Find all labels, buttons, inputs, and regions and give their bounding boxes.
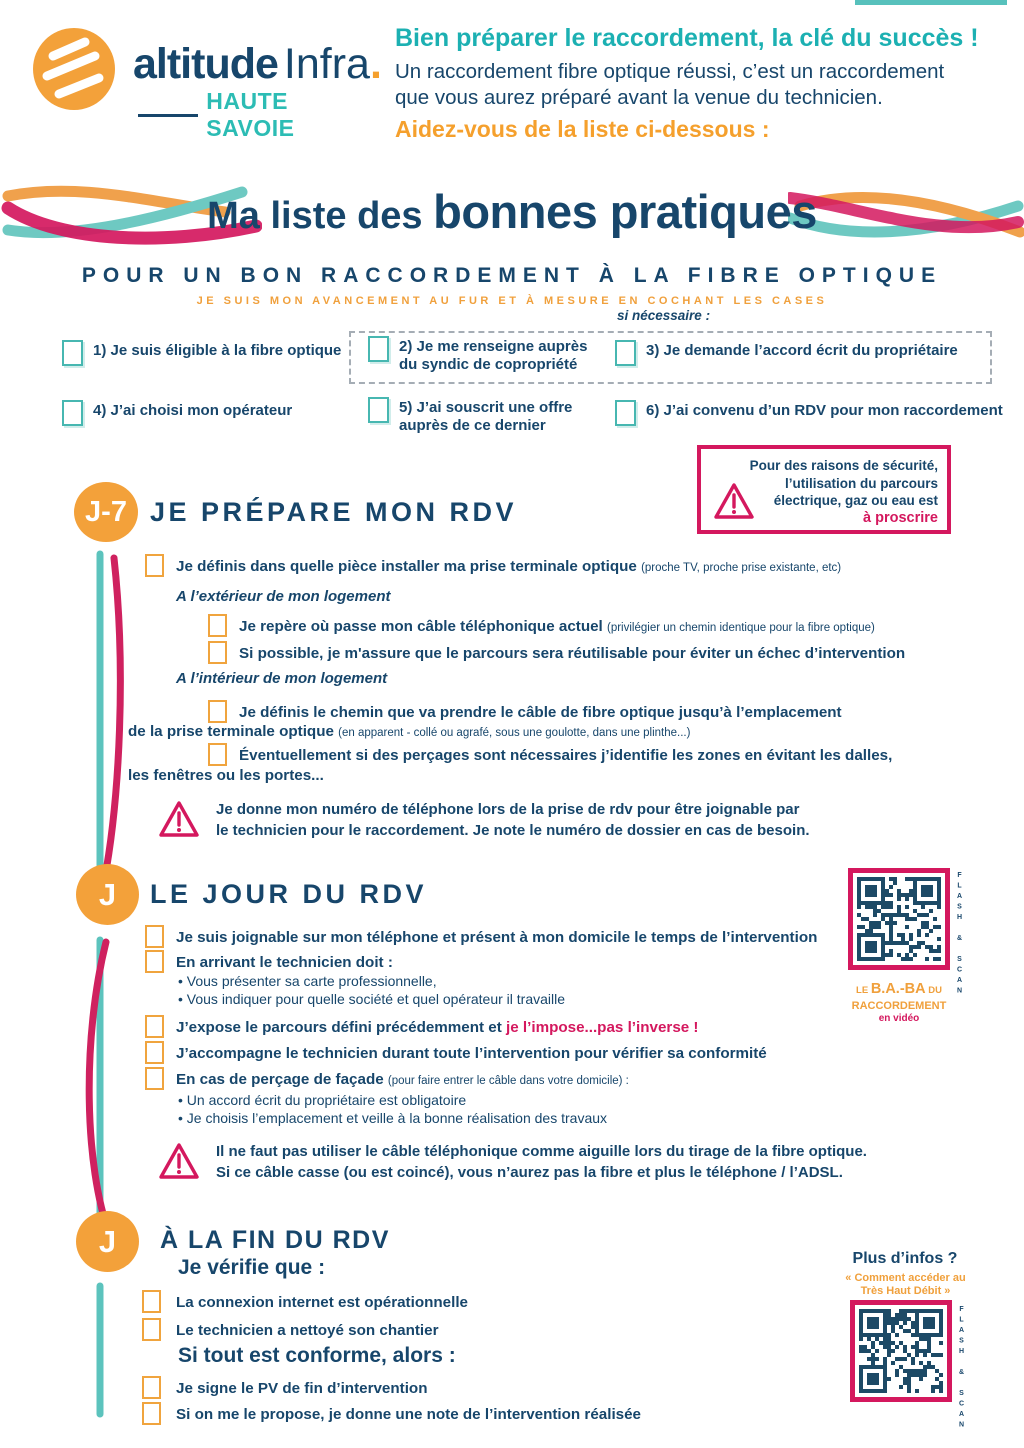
j-item-5-text: En cas de perçage de façade (176, 1071, 388, 1088)
j7-warning-line2: le technicien pour le raccordement. Je note le numéro de dossier en cas de besoin. (216, 822, 810, 839)
j7-warning-line1: Je donne mon numéro de téléphone lors de la prise de rdv pour être joignable par (216, 801, 800, 818)
j7-warning (158, 799, 810, 841)
j-item-5 (176, 1070, 629, 1091)
j7-item-1-text: Je définis dans quelle pièce installer ma prise terminale optique (176, 558, 642, 575)
j-warning (158, 1141, 867, 1183)
j-checkbox-4[interactable] (145, 1041, 164, 1064)
checklist-label-4: 4) J’ai choisi mon opérateur (93, 402, 293, 419)
flash-scan-vertical-label: FLASH & SCAN (956, 872, 963, 998)
subtitle: POUR UN BON RACCORDEMENT À LA FIBRE OPTIQUE (81, 264, 943, 287)
warning-triangle-icon (158, 799, 200, 839)
end-checkbox-1[interactable] (142, 1290, 161, 1313)
altitude-infra-logo-icon (33, 28, 115, 110)
j-item-2-bullet-2: • Vous indiquer pour quelle société et quel opérateur il travaille (178, 991, 566, 1007)
j7-checkbox-5[interactable] (208, 743, 227, 766)
checkbox-1[interactable] (62, 340, 83, 366)
header-cta: Aidez-vous de la liste ci-dessous : (395, 116, 770, 142)
j7-warning-text (216, 799, 810, 841)
page-title (0, 184, 1024, 239)
j-item-1: Je suis joignable sur mon téléphone et présent à mon domicile le temps de l’intervention (176, 929, 818, 946)
j7-checkbox-1[interactable] (145, 554, 164, 577)
checklist-item-2 (368, 336, 613, 374)
brand-region (138, 88, 363, 142)
section-j7-title: JE PRÉPARE MON RDV (150, 497, 518, 527)
end-item-1: La connexion internet est opérationnelle (176, 1294, 468, 1311)
qr1-cap-du: DU (925, 985, 942, 996)
end-item-2: Le technicien a nettoyé son chantier (176, 1322, 439, 1339)
page-title-bold: bonnes pratiques (433, 185, 817, 238)
headline: Bien préparer le raccordement, la clé du succès ! (395, 24, 979, 52)
j-warning-line1: Il ne faut pas utiliser le câble téléphonique comme aiguille lors du tirage de la fibre optique. (216, 1143, 867, 1160)
checklist-item-5 (368, 397, 613, 435)
security-warning-text (748, 457, 938, 527)
j7-item-2-text: Je repère où passe mon câble téléphonique actuel (239, 618, 607, 635)
j-item-5-note: (pour faire entrer le câble dans votre domicile) : (387, 1075, 629, 1087)
checklist-item-4 (62, 400, 352, 426)
more-info-subtitle (833, 1272, 978, 1298)
j-item-3-highlight: je l’impose...pas l’inverse ! (506, 1019, 699, 1036)
checklist-item-3 (615, 340, 995, 366)
j-item-2-bullet-1: • Vous présenter sa carte professionnelle, (178, 973, 437, 989)
badge-j-end: J (76, 1211, 139, 1272)
j7-item-1 (176, 557, 841, 578)
j7-item-4-line1: Je définis le chemin que va prendre le câble de fibre optique jusqu’à l’emplacement (239, 704, 842, 721)
more-info-title: Plus d’infos ? (852, 1250, 958, 1267)
checkbox-5[interactable] (368, 397, 389, 423)
security-highlight: à proscrire (863, 509, 938, 526)
brand-dot: . (369, 40, 382, 88)
end-checkbox-2[interactable] (142, 1318, 161, 1341)
badge-j-day: J (76, 864, 139, 925)
end-item-3: Je signe le PV de fin d’intervention (176, 1380, 428, 1397)
checklist-label-5: 5) J’ai souscrit une offre auprès de ce dernier (399, 399, 573, 434)
j-item-4: J’accompagne le technicien durant toute l’intervention pour vérifier sa conformité (176, 1045, 767, 1062)
qr-code-video (848, 868, 950, 970)
qr1-caption-line2: RACCORDEMENT (851, 1000, 947, 1012)
checklist-label-3: 3) Je demande l’accord écrit du propriétaire (646, 342, 958, 359)
brand-wordmark (133, 40, 382, 89)
more-info-sub-line1: « Comment accéder au (845, 1272, 966, 1284)
j-checkbox-1[interactable] (145, 925, 164, 948)
qr-code-pattern (859, 1309, 943, 1393)
qr-code-pattern (857, 877, 941, 961)
qr1-cap-baba: B.A.-BA (870, 981, 926, 997)
security-line1: Pour des raisons de sécurité, (749, 458, 938, 473)
j7-checkbox-4[interactable] (208, 700, 227, 723)
j-item-5-bullet-2: • Je choisis l’emplacement et veille à la bonne réalisation des travaux (178, 1110, 608, 1126)
j-checkbox-2[interactable] (145, 950, 164, 973)
region-label: HAUTE SAVOIE (206, 88, 295, 141)
j7-subheading-interior: A l’intérieur de mon logement (176, 670, 388, 687)
security-warning-box (697, 445, 951, 534)
section-end-title: À LA FIN DU RDV (160, 1226, 390, 1254)
j-item-5-bullet-1: • Un accord écrit du propriétaire est obligatoire (178, 1092, 467, 1108)
checklist-label-2: 2) Je me renseigne auprès du syndic de copropriété (399, 338, 588, 373)
flash-scan-vertical-label: FLASH & SCAN (958, 1306, 965, 1432)
checklist-item-6 (615, 400, 1010, 426)
j-item-3-text: J’expose le parcours défini précédemment et (176, 1019, 507, 1036)
j7-item-1-note: (proche TV, proche prise existante, etc) (641, 562, 842, 574)
qr1-caption-line3: en vidéo (878, 1013, 920, 1024)
j7-item-5-line1: Éventuellement si des perçages sont nécessaires j’identifie les zones en évitant les dalles, (239, 747, 893, 764)
top-teal-bar (855, 0, 1007, 5)
j-warning-line2: Si ce câble casse (ou est coincé), vous n’aurez pas la fibre et plus le téléphone / l’ADSL. (216, 1164, 843, 1181)
j7-subheading-exterior: A l’extérieur de mon logement (176, 588, 391, 605)
header-text-block (395, 24, 1005, 143)
header-body-line1: Un raccordement fibre optique réussi, c’est un raccordement (395, 60, 945, 83)
brand-name: altitude (133, 40, 278, 88)
section-j-title: LE JOUR DU RDV (150, 879, 428, 909)
badge-j7: J-7 (74, 482, 138, 542)
checklist-item-1 (62, 340, 352, 366)
end-checkbox-3[interactable] (142, 1376, 161, 1399)
timeline-graphic (80, 538, 140, 1423)
j7-checkbox-2[interactable] (208, 614, 227, 637)
j7-item-2-note: (privilégier un chemin identique pour la fibre optique) (607, 622, 875, 634)
instruction: JE SUIS MON AVANCEMENT AU FUR ET À MESURE EN COCHANT LES CASES (196, 295, 828, 307)
j7-item-4-line2 (128, 722, 690, 743)
j7-item-2 (239, 617, 875, 638)
j-checkbox-3[interactable] (145, 1015, 164, 1038)
j7-item-5-line2: les fenêtres ou les portes... (128, 767, 324, 784)
qr1-caption-line1 (836, 980, 962, 998)
end-subheading-2: Si tout est conforme, alors : (178, 1344, 456, 1367)
if-needed-label: si nécessaire : (617, 308, 711, 323)
j7-checkbox-3[interactable] (208, 641, 227, 664)
j7-item-4-line2-text: de la prise terminale optique (128, 723, 339, 740)
j-item-3 (176, 1018, 699, 1037)
qr1-caption (836, 980, 962, 1024)
j7-item-4-note: (en apparent - collé ou agrafé, sous une goulotte, dans une plinthe...) (338, 727, 691, 739)
brand-name-2: Infra (283, 40, 370, 88)
j-warning-text (216, 1141, 867, 1183)
brand-rule (138, 114, 198, 117)
end-item-4: Si on me le propose, je donne une note de l’intervention réalisée (176, 1406, 642, 1423)
checkbox-2[interactable] (368, 336, 389, 362)
j-checkbox-5[interactable] (145, 1067, 164, 1090)
end-checkbox-4[interactable] (142, 1402, 161, 1425)
qr-code-info (850, 1300, 952, 1402)
security-line3: électrique, gaz ou eau est (773, 493, 938, 508)
more-info-sub-line2: Très Haut Débit » (860, 1285, 951, 1297)
j7-item-3: Si possible, je m'assure que le parcours sera réutilisable pour éviter un échec d’intervention (239, 645, 906, 662)
j-item-2: En arrivant le technicien doit : (176, 954, 393, 971)
qr1-cap-le: LE (856, 985, 871, 996)
security-line2: l’utilisation du parcours (784, 475, 938, 491)
checkbox-6[interactable] (615, 400, 636, 426)
checkbox-3[interactable] (615, 340, 636, 366)
warning-triangle-icon (158, 1141, 200, 1181)
header-body-line2: que vous aurez préparé avant la venue du technicien. (395, 86, 883, 109)
checkbox-4[interactable] (62, 400, 83, 426)
checklist-label-1: 1) Je suis éligible à la fibre optique (93, 342, 342, 359)
end-subheading-1: Je vérifie que : (178, 1256, 326, 1279)
checklist-label-6: 6) J’ai convenu d’un RDV pour mon raccordement (646, 402, 1003, 419)
page-title-light: Ma liste des (207, 195, 434, 237)
